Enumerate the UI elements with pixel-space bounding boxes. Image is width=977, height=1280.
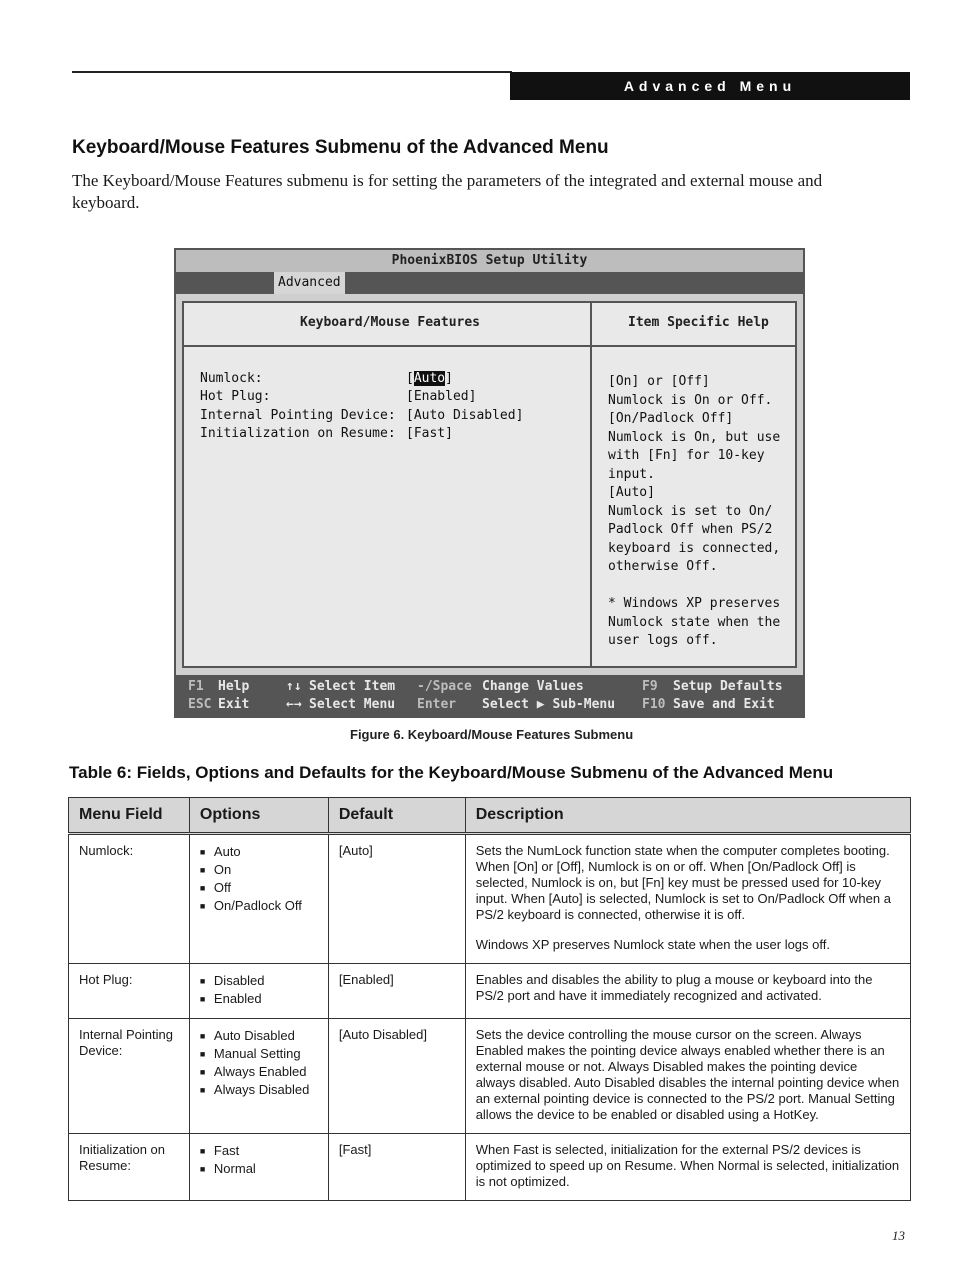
table-row [69,834,911,964]
header-rule [72,71,512,73]
field-hotplug-value[interactable]: [Enabled] [406,389,477,404]
tab-advanced[interactable]: Advanced [274,272,345,294]
bios-screen [174,248,805,718]
section-header-label: Advanced Menu [623,78,797,94]
selected-value[interactable]: Auto [413,371,446,386]
field-numlock-label: Numlock: [200,371,263,386]
option-item: ■ Auto [200,843,318,861]
column-header: Menu Field [69,798,190,834]
help-title: Item Specific Help [628,315,769,330]
options-cell [189,1134,328,1201]
field-resume-label: Initialization on Resume: [200,426,396,441]
key-select-menu-desc: Select Menu [309,697,396,712]
panel-divider-vertical [590,303,592,666]
key-select-item-desc: Select Item [309,679,396,694]
key-f1: F1 [188,679,204,694]
option-item: ■ Always Enabled [200,1063,318,1081]
key-f9-desc: Setup Defaults [673,679,783,694]
arrows-left-right-icon: ←→ [286,697,302,712]
options-cell [189,834,328,964]
table-row [69,1134,911,1201]
panel-divider-horizontal [184,345,795,347]
default-cell: [Enabled] [328,964,465,1019]
key-change-values-desc: Change Values [482,679,584,694]
options-cell [189,1019,328,1134]
default-cell: [Auto Disabled] [328,1019,465,1134]
arrows-up-down-icon: ↑↓ [286,679,302,694]
description-cell: Sets the device controlling the mouse cursor on the screen. Always Enabled makes the pointing device always enabled whether there is an external mouse or not. Always Disabled makes the pointing device always disabled. Auto Disabled disables the internal pointing device when an external pointing device is connected to the PS/2 port. Manual Setting allows the device to be enabled or disabled using a HotKey. [465,1019,910,1134]
intro-paragraph: The Keyboard/Mouse Features submenu is for setting the parameters of the integrated and external mouse and keyboard. [72,171,823,212]
key-f9: F9 [642,679,658,694]
table-title: Table 6: Fields, Options and Defaults for the Keyboard/Mouse Submenu of the Advanced Menu [69,763,834,782]
section-header-bar [510,72,910,100]
key-minus-space: -/Space [417,679,472,694]
key-esc: ESC [188,697,212,712]
default-cell: [Fast] [328,1134,465,1201]
description-cell [465,834,910,964]
menu-field-cell: Hot Plug: [69,964,190,1019]
field-pointing-label: Internal Pointing Device: [200,408,396,423]
key-f1-desc: Help [218,679,250,694]
default-cell: [Auto] [328,834,465,964]
item-help-text: [On] or [Off] Numlock is On or Off. [On/Padlock Off] Numlock is On, but use with [Fn] for 10-key input. [Auto] Numlock is set to On/ Padlock Off when PS/2 keyboard is connected, otherwise Off. * Windows XP preserves Numlock state when the user logs off. [608,374,781,648]
table-row [69,1019,911,1134]
option-item: ■ Disabled [200,972,318,990]
field-hotplug-label: Hot Plug: [200,389,271,404]
key-f10-desc: Save and Exit [673,697,775,712]
column-header: Default [328,798,465,834]
column-header: Description [465,798,910,834]
key-select-submenu-desc: Select ▶ Sub-Menu [482,697,616,712]
option-item: ■ Auto Disabled [200,1027,318,1045]
description-cell: When Fast is selected, initialization for the external PS/2 devices is optimized to speed up on Resume. When Normal is selected, initialization is not optimized. [465,1134,910,1201]
figure-caption: Figure 6. Keyboard/Mouse Features Submenu [350,727,634,742]
menu-field-cell: Initialization on Resume: [69,1134,190,1201]
description-text: Sets the NumLock function state when the computer completes booting. When [On] or [Off], Numlock is on or off. When [On/Padlock Off] is selected, Numlock is on, but [Fn] key must be pressed used for 10-key input. When [Auto] is selected, Numlock is set to On/Padlock Off when a PS/2 keyboard is connected, otherwise it is off. [475,843,891,922]
bios-title: PhoenixBIOS Setup Utility [176,250,803,272]
option-item: ■ Fast [200,1142,318,1160]
menu-field-cell: Internal Pointing Device: [69,1019,190,1134]
option-item: ■ Enabled [200,990,318,1008]
section-title: Keyboard/Mouse Features Submenu of the Advanced Menu [72,137,609,158]
description-note: Windows XP preserves Numlock state when the user logs off. [475,937,830,952]
field-resume-value[interactable]: [Fast] [406,426,453,441]
option-item: ■ On [200,861,318,879]
option-item: ■ Manual Setting [200,1045,318,1063]
table-row [69,964,911,1019]
panel-title: Keyboard/Mouse Features [300,315,481,330]
key-enter: Enter [417,697,457,712]
description-cell: Enables and disables the ability to plug a mouse or keyboard into the PS/2 port and have it immediately recognized and activated. [465,964,910,1019]
key-f10: F10 [642,697,666,712]
option-item: ■ Always Disabled [200,1081,318,1099]
options-cell [189,964,328,1019]
bios-menubar [176,272,803,294]
option-item: ■ Normal [200,1160,318,1178]
field-pointing-value[interactable]: [Auto Disabled] [406,408,524,423]
bios-panel [182,301,797,668]
options-table [68,797,911,1201]
field-numlock-value[interactable]: [Auto] [406,371,453,386]
bios-key-legend [176,675,803,718]
column-header: Options [189,798,328,834]
menu-field-cell: Numlock: [69,834,190,964]
key-esc-desc: Exit [218,697,250,712]
page-number: 13 [892,1228,905,1243]
option-item: ■ Off [200,879,318,897]
option-item: ■ On/Padlock Off [200,897,318,915]
table-header-row [69,798,911,834]
